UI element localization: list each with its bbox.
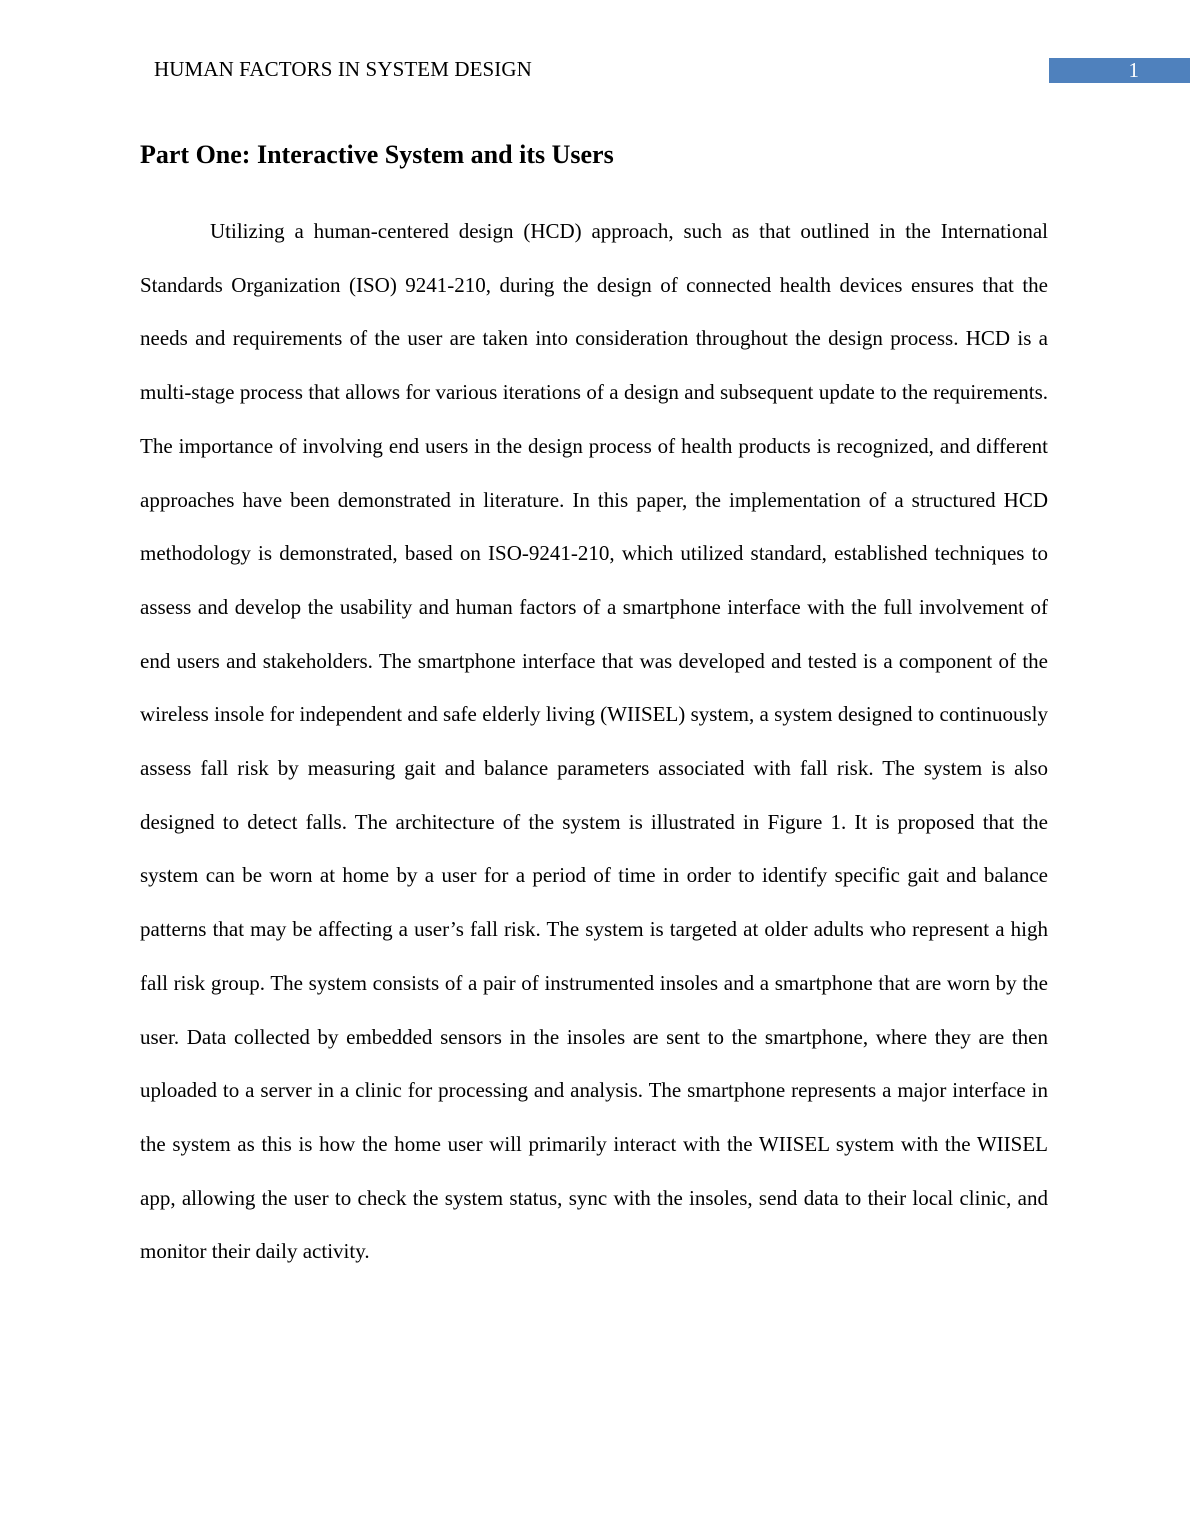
- page-number: 1: [1128, 58, 1139, 82]
- section-heading: Part One: Interactive System and its Users: [140, 140, 614, 169]
- page-number-box: [1049, 58, 1190, 83]
- running-head: HUMAN FACTORS IN SYSTEM DESIGN: [154, 57, 532, 81]
- body-paragraph: Utilizing a human-centered design (HCD) approach, such as that outlined in the International Standards Organization (ISO) 9241-210, during the design of connected health devices ensures that the needs and requirements of the user are taken into consideration throughout the design process. HCD is a multi-stage process that allows for various iterations of a design and subsequent update to the requirements. The importance of involving end users in the design process of health products is recognized, and different approaches have been demonstrated in literature. In this paper, the implementation of a structured HCD methodology is demonstrated, based on ISO-9241-210, which utilized standard, established techniques to assess and develop the usability and human factors of a smartphone interface with the full involvement of end users and stakeholders. The smartphone interface that was developed and tested is a component of the wireless insole for independent and safe elderly living (WIISEL) system, a system designed to continuously assess fall risk by measuring gait and balance parameters associated with fall risk. The system is also designed to detect falls. The architecture of the system is illustrated in Figure 1. It is proposed that the system can be worn at home by a user for a period of time in order to identify specific gait and balance patterns that may be affecting a user’s fall risk. The system is targeted at older adults who represent a high fall risk group. The system consists of a pair of instrumented insoles and a smartphone that are worn by the user. Data collected by embedded sensors in the insoles are sent to the smartphone, where they are then uploaded to a server in a clinic for processing and analysis. The smartphone represents a major interface in the system as this is how the home user will primarily interact with the WIISEL system with the WIISEL app, allowing the user to check the system status, sync with the insoles, send data to their local clinic, and monitor their daily activity.: [140, 219, 1048, 1264]
